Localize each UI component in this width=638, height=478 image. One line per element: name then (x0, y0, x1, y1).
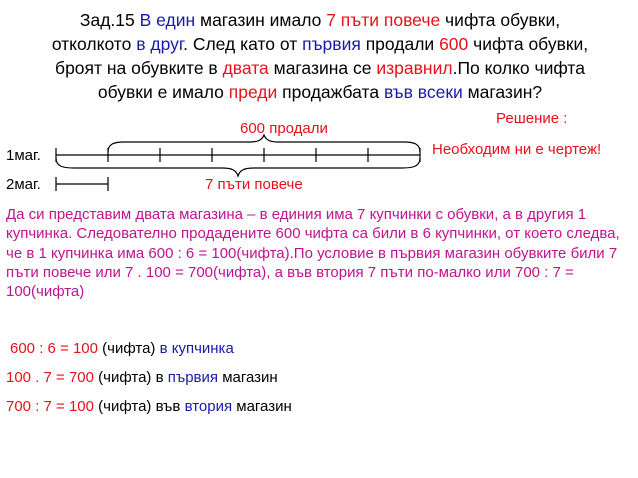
times-label: 7 пъти повече (205, 176, 303, 193)
calc-text: магазин (218, 369, 278, 386)
calc-text: (чифта) в (94, 369, 168, 386)
problem-text: Зад.15 (79, 10, 140, 30)
problem-text: магазина се (268, 58, 377, 78)
problem-text: обувки е имало (97, 82, 229, 102)
problem-text: чифта обувки, (440, 10, 561, 30)
problem-highlight: в друг (136, 34, 184, 54)
problem-highlight: изравнил (376, 58, 453, 78)
shop1-label: 1маг. (6, 147, 41, 164)
problem-text: продали (360, 34, 440, 54)
calc-line-3 (6, 398, 292, 415)
calc-expression: 600 : 6 = 100 (10, 340, 98, 357)
times-brace (56, 158, 420, 176)
calc-text: (чифта) (98, 340, 160, 357)
problem-text: отколкото (51, 34, 137, 54)
calc-line-1 (10, 340, 234, 357)
problem-highlight: 7 пъти повече (326, 10, 441, 30)
problem-text: магазин имало (195, 10, 327, 30)
calc-expression: 100 . 7 = 700 (6, 369, 94, 386)
shop2-label: 2маг. (6, 176, 41, 193)
problem-text: продажбата (277, 82, 384, 102)
calc-highlight: в купчинка (159, 340, 234, 357)
problem-text: . След като от (183, 34, 303, 54)
calc-highlight: първия (167, 369, 219, 386)
problem-highlight: преди (228, 82, 278, 102)
calc-text: (чифта) във (94, 398, 185, 415)
problem-text: магазин? (462, 82, 543, 102)
solution-label: Решение : (496, 110, 568, 127)
problem-highlight: 600 (439, 34, 469, 54)
calc-text: магазин (232, 398, 292, 415)
sold-label: 600 продали (240, 120, 328, 137)
problem-text: чифта обувки, (468, 34, 589, 54)
problem-highlight: В един (139, 10, 196, 30)
drawing-note: Необходим ни е чертеж! (432, 141, 602, 158)
problem-text: броят на обувките в (55, 58, 223, 78)
problem-highlight: първия (302, 34, 361, 54)
problem-highlight: във всеки (383, 82, 463, 102)
calc-highlight: втория (184, 398, 233, 415)
problem-highlight: двата (222, 58, 269, 78)
calc-line-2 (6, 369, 278, 386)
explanation-paragraph: Да си представим двата магазина – в единия има 7 купчинки с обувки, а в другия 1 купчинка. Следователно продадените 600 чифта са били в 6 купчинки, от което следва, че в 1 купчинка има 600 : 6 = 100(чифта).По условие в първия магазин обувките били 7 пъти повече или 7 . 100 = 700(чифта), а във втория 7 пъти по-малко или 700 : 7 = 100(чифта) (6, 206, 620, 301)
calc-expression: 700 : 7 = 100 (6, 398, 94, 415)
problem-text: .По колко чифта (452, 58, 585, 78)
